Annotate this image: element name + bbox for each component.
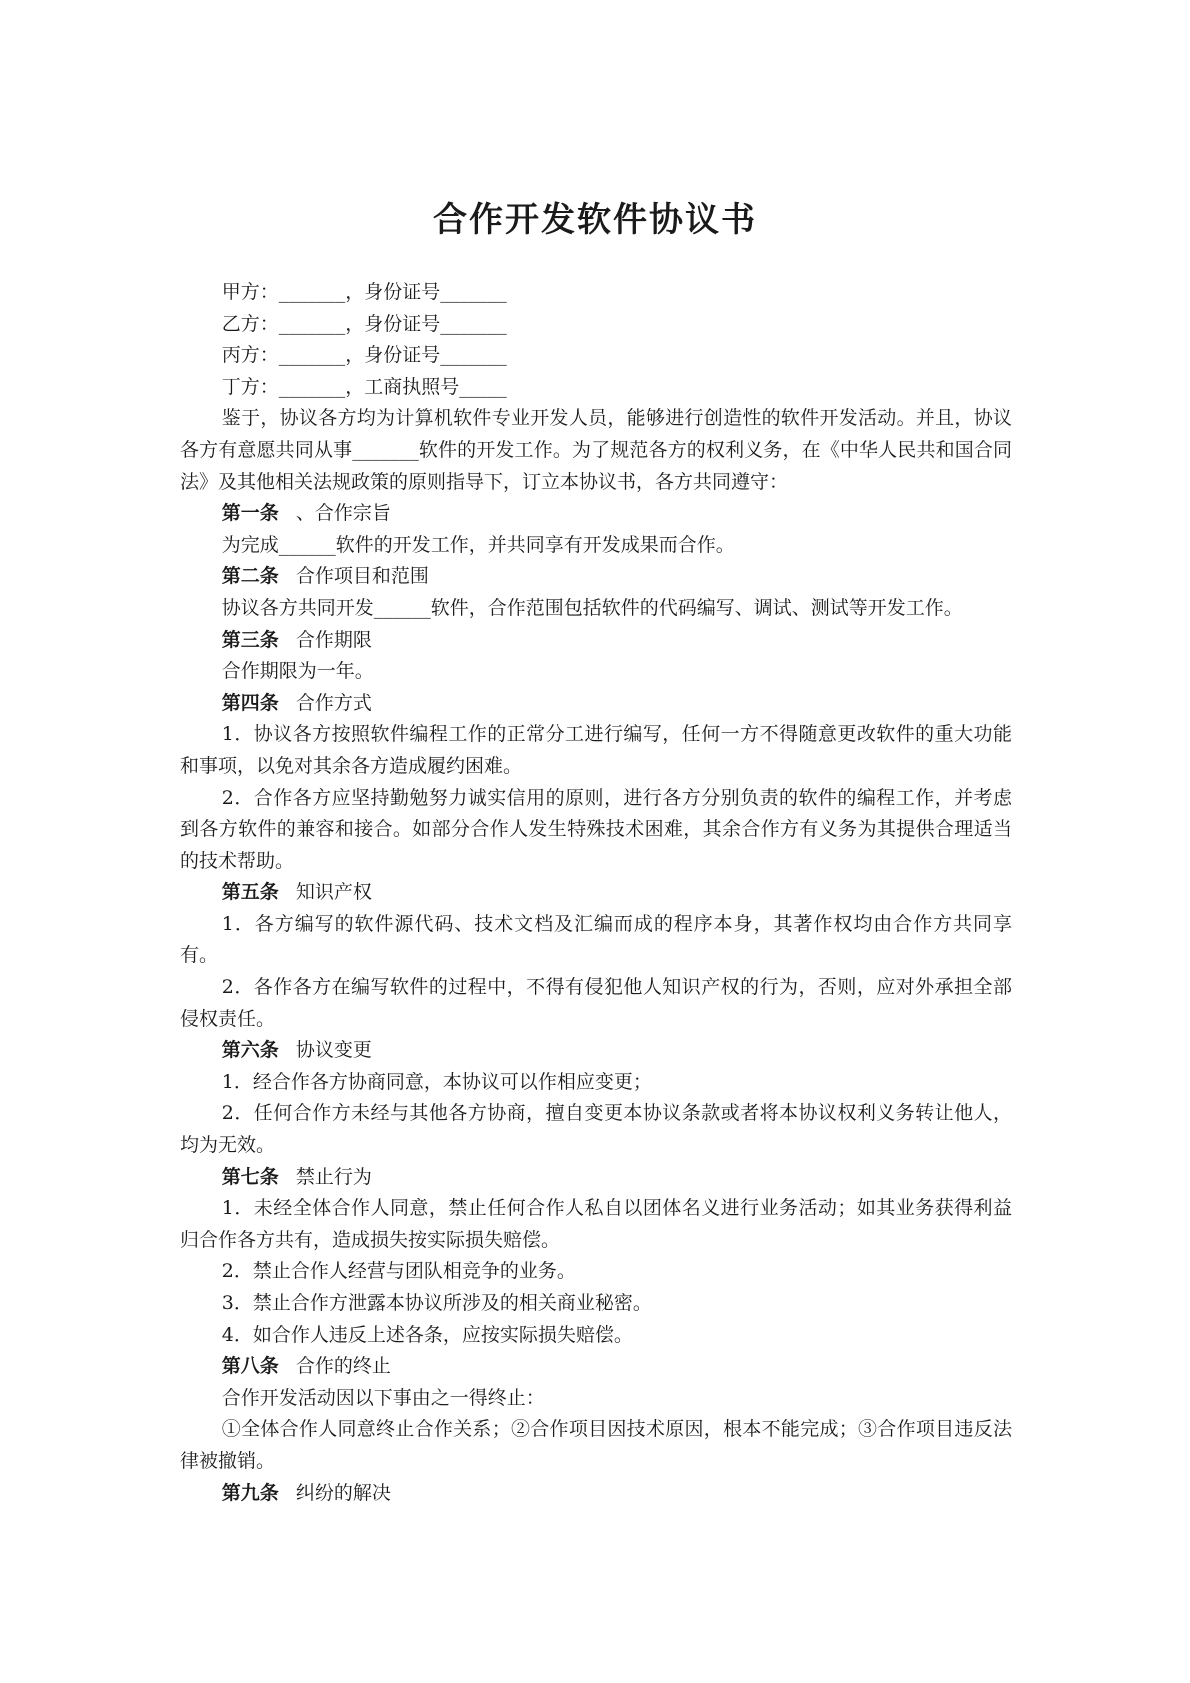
article-title: 纠纷的解决: [295, 1481, 391, 1504]
article-number: 第八条: [221, 1355, 279, 1378]
article-number: 第九条: [221, 1481, 279, 1504]
article-heading-1: [180, 498, 1012, 530]
article-paragraph: 1．各方编写的软件源代码、技术文档及汇编而成的程序本身，其著作权均由合作方共同享有。: [180, 912, 1012, 967]
article-heading-5: [180, 877, 1012, 909]
preamble-paragraph: 鉴于，协议各方均为计算机软件专业开发人员，能够进行创造性的软件开发活动。并且，协议各方有意愿共同从事_______软件的开发工作。为了规范各方的权利义务，在《中华人民共和国合同法》及其他相关法规政策的原则指导下，订立本协议书，各方共同遵守：: [180, 407, 1012, 493]
article-heading-7: [180, 1162, 1012, 1194]
article-paragraph: 1．协议各方按照软件编程工作的正常分工进行编写，任何一方不得随意更改软件的重大功能和事项，以免对其余各方造成履约困难。: [180, 723, 1012, 777]
article-title: 知识产权: [295, 881, 372, 904]
article-title: 协议变更: [295, 1039, 372, 1062]
article-paragraph: ①全体合作人同意终止合作关系；②合作项目因技术原因，根本不能完成；③合作项目违反法律被撤销。: [180, 1418, 1012, 1472]
article-paragraph: 3．禁止合作方泄露本协议所涉及的相关商业秘密。: [221, 1292, 652, 1314]
article-number: 第六条: [221, 1039, 279, 1062]
article-paragraph: 合作开发活动因以下事由之一得终止：: [221, 1386, 545, 1409]
article-paragraph: 2．合作各方应坚持勤勉努力诚实信用的原则，进行各方分别负责的软件的编程工作，并考虑到各方软件的兼容和接合。如部分合作人发生特殊技术困难，其余合作方有义务为其提供合理适当的技术帮助。: [180, 786, 1012, 872]
article-number: 第七条: [221, 1165, 279, 1188]
article-heading-3: [180, 625, 1012, 657]
article-paragraph: 1．经合作各方协商同意，本协议可以作相应变更；: [221, 1070, 652, 1093]
article-paragraph: 2．禁止合作人经营与团队相竞争的业务。: [221, 1260, 576, 1283]
article-heading-9: [180, 1478, 1012, 1510]
article-title: 合作方式: [295, 691, 372, 714]
party-line-a: 甲方：_______，身份证号_______: [221, 281, 507, 303]
article-title: 、合作宗旨: [295, 502, 391, 525]
article-paragraph: 为完成______软件的开发工作，并共同享有开发成果而合作。: [221, 533, 735, 556]
article-number: 第二条: [221, 565, 279, 588]
article-title: 禁止行为: [295, 1165, 372, 1188]
article-heading-6: [180, 1035, 1012, 1067]
article-title: 合作项目和范围: [295, 565, 429, 588]
party-line-d: 丁方：_______，工商执照号_____: [221, 375, 507, 398]
article-number: 第三条: [221, 628, 279, 651]
article-heading-8: [180, 1351, 1012, 1383]
party-line-b: 乙方：_______，身份证号_______: [221, 312, 507, 335]
party-line-c: 丙方：_______，身份证号_______: [221, 344, 507, 367]
article-number: 第四条: [221, 691, 279, 714]
article-paragraph: 合作期限为一年。: [221, 660, 374, 683]
article-number: 第一条: [221, 502, 279, 525]
article-title: 合作期限: [295, 628, 372, 651]
article-title: 合作的终止: [295, 1355, 391, 1378]
article-paragraph: 协议各方共同开发______软件，合作范围包括软件的代码编写、调试、测试等开发工作。: [221, 596, 963, 619]
article-heading-4: [180, 688, 1012, 720]
article-paragraph: 4．如合作人违反上述各条，应按实际损失赔偿。: [221, 1323, 633, 1346]
article-paragraph: 2．各作各方在编写软件的过程中，不得有侵犯他人知识产权的行为，否则，应对外承担全部侵权责任。: [180, 976, 1012, 1030]
article-paragraph: 2．任何合作方未经与其他各方协商，擅自变更本协议条款或者将本协议权利义务转让他人，均为无效。: [180, 1102, 1012, 1157]
document-body: [180, 277, 1012, 1509]
article-heading-2: [180, 561, 1012, 593]
article-paragraph: 1．未经全体合作人同意，禁止任何合作人私自以团体名义进行业务活动；如其业务获得利益归合作各方共有，造成损失按实际损失赔偿。: [180, 1197, 1012, 1251]
article-number: 第五条: [221, 881, 279, 904]
document-title: 合作开发软件协议书: [433, 200, 757, 240]
